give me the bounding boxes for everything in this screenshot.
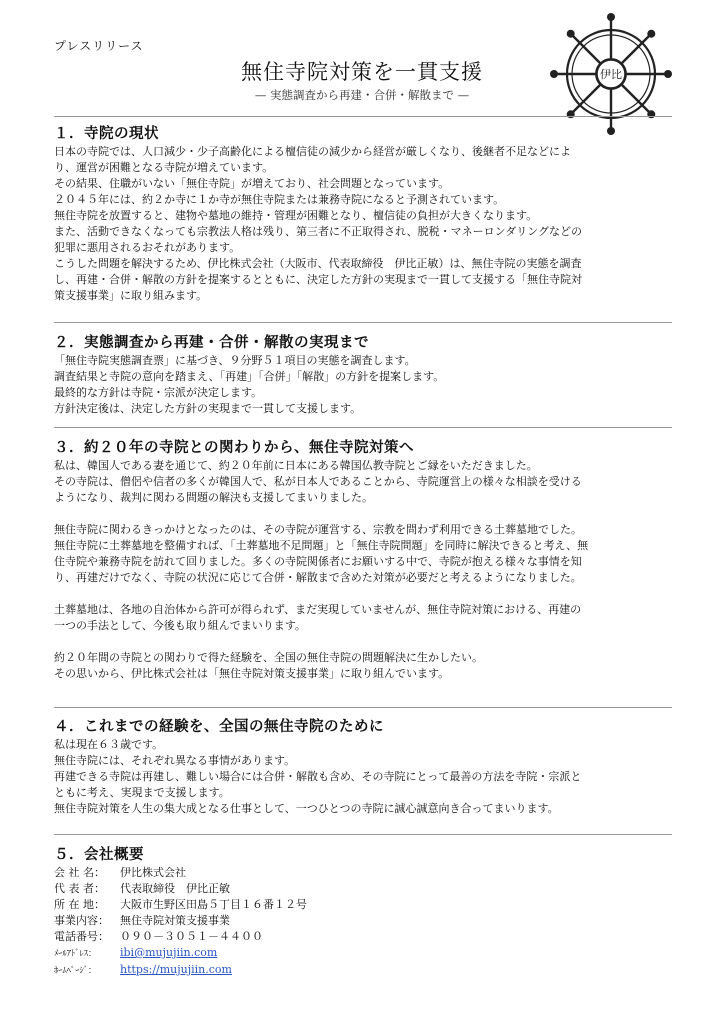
- section-commitment: [54, 717, 672, 817]
- section-survey-to-realization: [54, 333, 672, 417]
- dharma-wheel-icon: [549, 12, 673, 136]
- divider: [54, 116, 672, 117]
- logo-text: 伊比: [600, 68, 622, 81]
- phone-row: 電話番号： ０９０－３０５１－４４００: [54, 930, 263, 943]
- homepage-link[interactable]: https://mujujiin.com: [120, 963, 232, 976]
- section-heading: １．寺院の現状: [54, 126, 159, 142]
- page-title: 無住寺院対策を一貫支援: [241, 60, 483, 84]
- document-type-label: プレスリリース: [54, 39, 144, 53]
- section-paragraph: 私は、韓国人である妻を通じて、約２０年前に日本にある韓国仏教寺院とご縁をいただきました。 その寺院は、僧侶や信者の多くが韓国人で、私が日本人であることから、寺院運営上の様々な相談を受ける ようになり、裁判に関わる問題の解決も支援してまいりました。: [54, 459, 582, 504]
- divider: [54, 707, 672, 708]
- representative-row: 代 表 者： 代表取締役 伊比正敏: [54, 882, 230, 895]
- homepage-row: ﾎｰﾑﾍﾟｰｼﾞ： https://mujujiin.com: [54, 963, 232, 976]
- address-row: 所 在 地： 大阪市生野区田島５丁目１６番１２号: [54, 898, 307, 911]
- section-body: 日本の寺院では、人口減少・少子高齢化による檀信徒の減少から経営が厳しくなり、後継者不足などによ り、運営が困難となる寺院が増えています。 その結果、住職がいない「無住寺院」が増えており、社会問題となっています。 ２０４５年には、約２か寺に１か寺が無住寺院または兼務寺院になると予測されています。 無住寺院を放置すると、建物や墓地の維持・管理が困難となり、檀信徒の負担が大きくなります。 また、活動できなくなっても宗教法人格は残り、第三者に不正取得され、脱税・マネーロンダリングなどの 犯罪に悪用されるおそれがあります。 こうした問題を解決するため、伊比株式会社（大阪市、代表取締役 伊比正敏）は、無住寺院の実態を調査 し、再建・合併・解散の方針を提案するとともに、決定した方針の実現まで一貫して支援する「無住寺院対 策支援事業」に取り組みます。: [54, 145, 582, 302]
- business-row: 事業内容： 無住寺院対策支援事業: [54, 914, 230, 927]
- email-row: ﾒｰﾙｱﾄﾞﾚｽ： ibi@mujujiin.com: [54, 946, 218, 959]
- section-company-profile: [54, 845, 672, 979]
- section-paragraph: 土葬墓地は、各地の自治体から許可が得られず、まだ実現していませんが、無住寺院対策における、再建の 一つの手法として、今後も取り組んでまいります。: [54, 603, 582, 632]
- divider: [54, 427, 672, 428]
- section-current-status: [54, 124, 672, 304]
- page-subtitle: — 実態調査から再建・合併・解散まで —: [254, 88, 470, 102]
- section-heading: ５．会社概要: [54, 847, 144, 863]
- section-heading: ２．実態調査から再建・合併・解散の実現まで: [54, 335, 369, 351]
- section-background: [54, 438, 672, 682]
- email-link[interactable]: ibi@mujujiin.com: [120, 946, 218, 959]
- section-heading: ３．約２０年の寺院との関わりから、無住寺院対策へ: [54, 440, 414, 456]
- section-paragraph: 無住寺院に関わるきっかけとなったのは、その寺院が運営する、宗教を問わず利用できる土葬墓地でした。 無住寺院に土葬墓地を整備すれば、「土葬墓地不足問題」と「無住寺院問題」を同時に解決できると考え、無 住寺院や兼務寺院を訪れて回りました。多くの寺院関係者にお願いする中で、寺院が抱える様々な事情を知 り、再建だけでなく、寺院の状況に応じて合併・解散まで含めた対策が必要だと考えるようになりました。: [54, 523, 589, 584]
- section-paragraph: 約２０年間の寺院との関わりで得た経験を、全国の無住寺院の問題解決に生かしたい。 その思いから、伊比株式会社は「無住寺院対策支援事業」に取り組んでいます。: [54, 651, 483, 680]
- section-body: 「無住寺院実態調査票」に基づき、９分野５１項目の実態を調査します。 調査結果と寺院の意向を踏まえ、「再建」「合併」「解散」の方針を提案します。 最終的な方針は寺院・宗派が決定します。 方針決定後は、決定した方針の実現まで一貫して支援します。: [54, 354, 445, 415]
- section-body: 私は現在６３歳です。 無住寺院には、それぞれ異なる事情があります。 再建できる寺院は再建し、難しい場合には合併・解散も含め、その寺院にとって最善の方法を寺院・宗派と ともに考え、実現まで支援します。 無住寺院対策を人生の集大成となる仕事として、一つひとつの寺院に誠心誠意向き合ってまいります。: [54, 738, 582, 815]
- divider: [54, 834, 672, 835]
- company-name-row: 会 社 名： 伊比株式会社: [54, 866, 186, 879]
- section-heading: ４．これまでの経験を、全国の無住寺院のために: [54, 719, 384, 735]
- divider: [54, 322, 672, 323]
